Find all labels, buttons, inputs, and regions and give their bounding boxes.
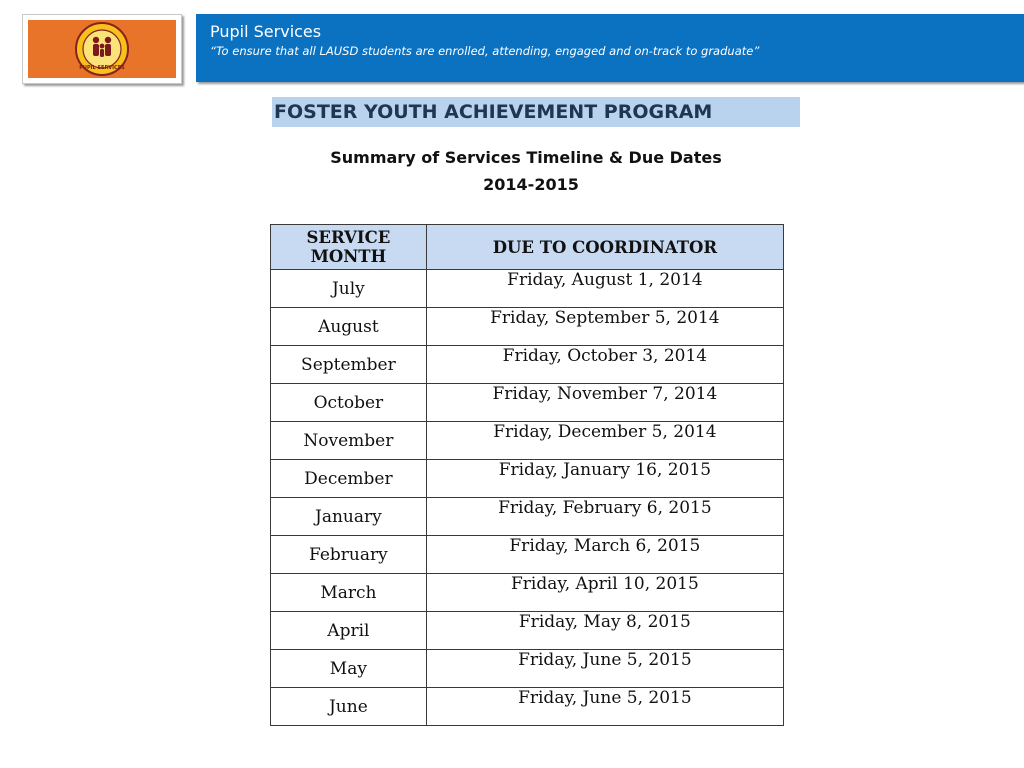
table-row (271, 498, 784, 536)
svg-text:PUPIL SERVICES: PUPIL SERVICES (79, 65, 125, 71)
table-row (271, 460, 784, 498)
header-banner (196, 14, 1024, 82)
table-body (271, 270, 784, 726)
table-row (271, 422, 784, 460)
service-month-cell: January (271, 498, 427, 536)
table-row (271, 536, 784, 574)
due-date-cell: Friday, February 6, 2015 (426, 498, 783, 536)
service-month-cell: June (271, 688, 427, 726)
service-month-cell: July (271, 270, 427, 308)
logo-frame (22, 14, 182, 84)
service-month-header: SERVICE MONTH (271, 225, 427, 270)
table-row (271, 574, 784, 612)
summary-title: Summary of Services Timeline & Due Dates (330, 148, 722, 167)
pupil-services-seal-icon (72, 21, 132, 77)
table-row (271, 384, 784, 422)
table-row (271, 688, 784, 726)
table-header-row (271, 225, 784, 270)
due-to-coordinator-header: DUE TO COORDINATOR (426, 225, 783, 270)
due-date-cell: Friday, June 5, 2015 (426, 688, 783, 726)
table-row (271, 612, 784, 650)
service-month-cell: April (271, 612, 427, 650)
service-month-cell: March (271, 574, 427, 612)
service-month-cell: August (271, 308, 427, 346)
due-dates-table (270, 224, 784, 726)
service-month-cell: November (271, 422, 427, 460)
due-date-cell: Friday, April 10, 2015 (426, 574, 783, 612)
summary-year: 2014-2015 (483, 175, 579, 194)
banner-title: Pupil Services (210, 22, 322, 41)
due-date-cell: Friday, September 5, 2014 (426, 308, 783, 346)
logo-background (28, 20, 176, 78)
service-month-cell: October (271, 384, 427, 422)
service-month-cell: February (271, 536, 427, 574)
service-month-cell: September (271, 346, 427, 384)
due-date-cell: Friday, November 7, 2014 (426, 384, 783, 422)
due-date-cell: Friday, May 8, 2015 (426, 612, 783, 650)
due-date-cell: Friday, October 3, 2014 (426, 346, 783, 384)
table-row (271, 650, 784, 688)
due-date-cell: Friday, December 5, 2014 (426, 422, 783, 460)
table-row (271, 346, 784, 384)
due-date-cell: Friday, January 16, 2015 (426, 460, 783, 498)
service-month-cell: May (271, 650, 427, 688)
due-date-cell: Friday, March 6, 2015 (426, 536, 783, 574)
due-date-cell: Friday, August 1, 2014 (426, 270, 783, 308)
table-row (271, 308, 784, 346)
due-date-cell: Friday, June 5, 2015 (426, 650, 783, 688)
service-month-cell: December (271, 460, 427, 498)
table-row (271, 270, 784, 308)
banner-subtitle: “To ensure that all LAUSD students are enrolled, attending, engaged and on-track to graduate” (210, 44, 760, 58)
program-title: FOSTER YOUTH ACHIEVEMENT PROGRAM (272, 97, 800, 127)
